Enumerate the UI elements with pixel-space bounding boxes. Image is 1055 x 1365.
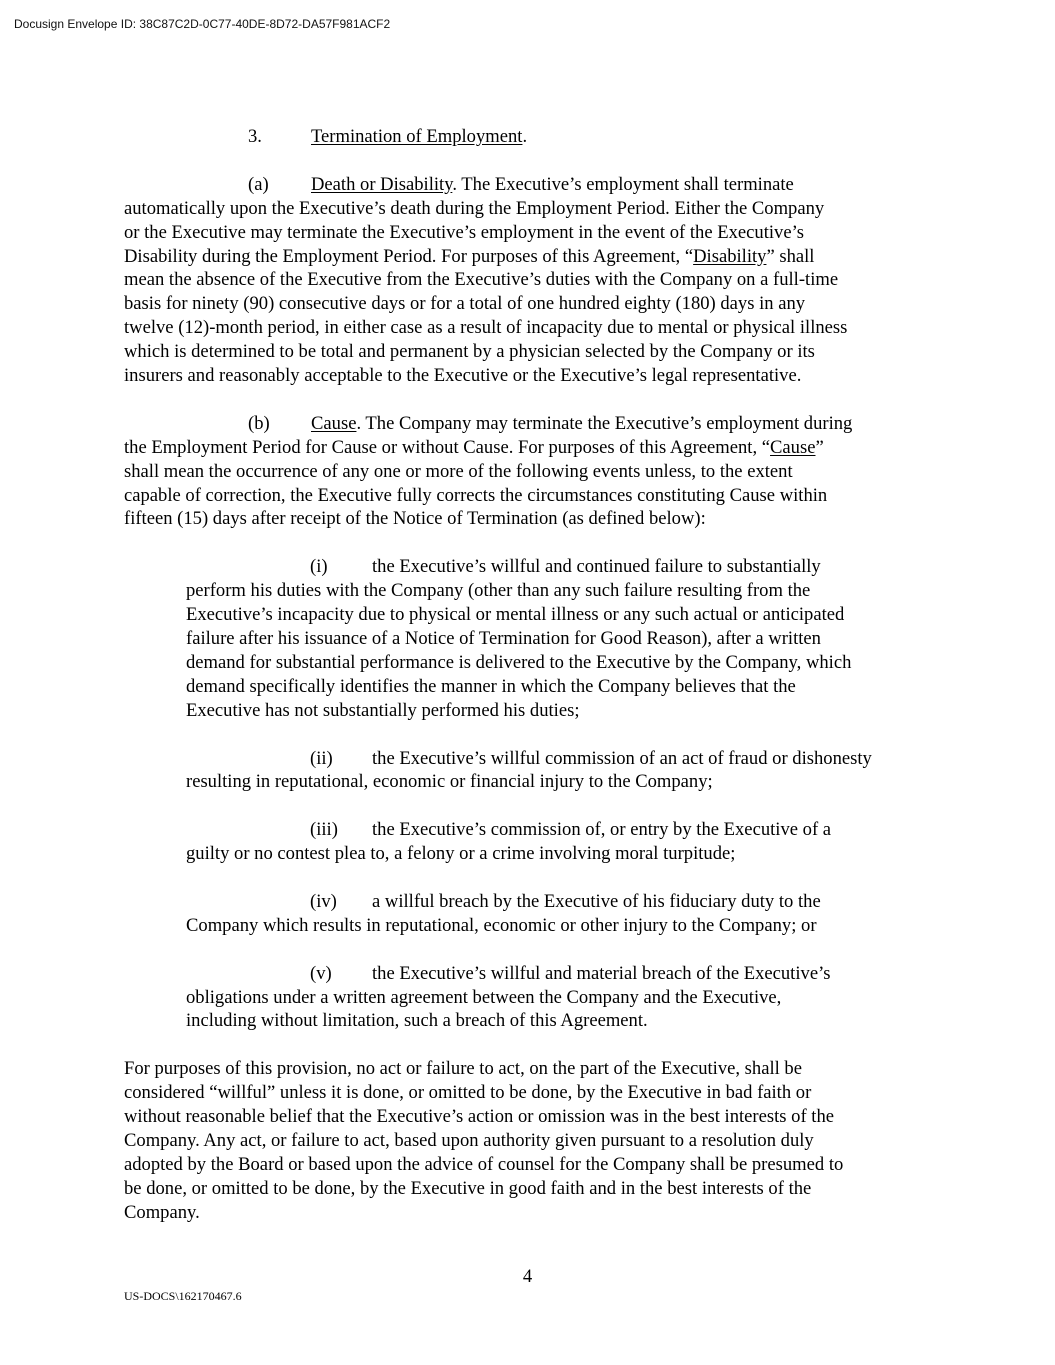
definition-intro: the Employment Period for Cause or without Cause. For purposes of this Agreement, “ xyxy=(124,436,771,458)
paragraph-b-heading: Cause xyxy=(311,412,357,434)
cause-item-line: obligations under a written agreement between the Company and the Executive, xyxy=(186,986,782,1008)
paragraph-b-label: (b) xyxy=(248,412,270,434)
cause-item-v xyxy=(186,962,934,1034)
section-heading xyxy=(124,125,934,149)
cause-item-label: (ii) xyxy=(310,747,333,769)
closing-line: considered “willful” unless it is done, or omitted to be done, by the Executive in bad faith or xyxy=(124,1082,812,1104)
cause-item-text: the Executive’s willful and material breach of the Executive’s xyxy=(372,962,831,984)
paragraph-b-line: shall mean the occurrence of any one or more of the following events unless, to the extent xyxy=(124,460,793,482)
defined-term-disability: Disability xyxy=(693,245,767,267)
section-title: Termination of Employment xyxy=(311,126,523,147)
cause-item-line: demand specifically identifies the manner in which the Company believes that the xyxy=(186,675,796,697)
paragraph-a-line: which is determined to be total and permanent by a physician selected by the Company or its xyxy=(124,341,815,363)
closing-line: adopted by the Board or based upon the advice of counsel for the Company shall be presumed to xyxy=(124,1153,844,1175)
paragraph-b-line1-text: . The Company may terminate the Executive’s employment during xyxy=(356,412,853,434)
cause-item-label: (iii) xyxy=(310,819,338,841)
definition-intro: Disability during the Employment Period. For purposes of this Agreement, “ xyxy=(124,245,694,267)
cause-item-first-line xyxy=(186,555,934,579)
cause-item-iii xyxy=(186,818,934,866)
paragraph-a-first-line xyxy=(124,173,934,197)
section-number: 3. xyxy=(248,126,262,147)
cause-item-line: perform his duties with the Company (other than any such failure resulting from the xyxy=(186,580,811,602)
paragraph-a-line: twelve (12)-month period, in either case as a result of incapacity due to mental or physical illness xyxy=(124,317,848,339)
cause-item-line: Executive’s incapacity due to physical or mental illness or any such actual or anticipated xyxy=(186,604,845,626)
paragraph-a-line: or the Executive may terminate the Executive’s employment in the event of the Executive’s xyxy=(124,221,804,243)
definition-tail: ” xyxy=(815,436,824,458)
cause-item-label: (i) xyxy=(310,556,328,578)
cause-item-line: Company which results in reputational, economic or other injury to the Company; or xyxy=(186,914,817,936)
cause-item-i xyxy=(186,555,934,722)
defined-term-cause: Cause xyxy=(770,436,816,458)
cause-item-line: demand for substantial performance is delivered to the Executive by the Company, which xyxy=(186,651,852,673)
paragraph-a-heading: Death or Disability xyxy=(311,173,453,195)
cause-item-first-line xyxy=(186,747,934,771)
closing-line: be done, or omitted to be done, by the Executive in good faith and in the best interests of the xyxy=(124,1177,812,1199)
page-number: 4 xyxy=(522,1266,533,1287)
cause-item-line: including without limitation, such a breach of this Agreement. xyxy=(186,1010,648,1032)
cause-item-text: the Executive’s willful and continued failure to substantially xyxy=(372,556,821,578)
cause-item-first-line xyxy=(186,890,934,914)
cause-item-text: the Executive’s willful commission of an act of fraud or dishonesty xyxy=(372,747,872,769)
paragraph-a-line: automatically upon the Executive’s death during the Employment Period. Either the Company xyxy=(124,197,825,219)
cause-item-iv xyxy=(186,890,934,938)
cause-item-text: the Executive’s commission of, or entry by the Executive of a xyxy=(372,819,832,841)
paragraph-b-first-line xyxy=(124,412,934,436)
closing-line: Company. Any act, or failure to act, based upon authority given pursuant to a resolution duly xyxy=(124,1129,814,1151)
cause-item-line: resulting in reputational, economic or financial injury to the Company; xyxy=(186,771,713,793)
paragraph-a-line1-text: . The Executive’s employment shall terminate xyxy=(452,173,794,195)
paragraph-b-definition-line xyxy=(124,436,934,460)
closing-line: Company. xyxy=(124,1201,200,1223)
cause-item-ii xyxy=(186,747,934,795)
definition-tail: ” shall xyxy=(766,245,815,267)
closing-line: For purposes of this provision, no act or failure to act, on the part of the Executive, shall be xyxy=(124,1058,802,1080)
section-title-period: . xyxy=(522,126,528,147)
paragraph-a-line: mean the absence of the Executive from the Executive’s duties with the Company on a full-time xyxy=(124,269,839,291)
paragraph-b-line: capable of correction, the Executive fully corrects the circumstances constituting Cause within xyxy=(124,484,828,506)
paragraph-a-line: insurers and reasonably acceptable to the Executive or the Executive’s legal representative. xyxy=(124,365,802,387)
cause-item-first-line xyxy=(186,818,934,842)
docusign-envelope-id: Docusign Envelope ID: 38C87C2D-0C77-40DE-8D72-DA57F981ACF2 xyxy=(14,17,391,31)
willful-definition-paragraph xyxy=(124,1057,934,1224)
document-body xyxy=(124,125,934,1225)
cause-item-line: failure after his issuance of a Notice of Termination for Good Reason), after a written xyxy=(186,627,821,649)
cause-item-label: (v) xyxy=(310,962,332,984)
paragraph-b xyxy=(124,412,934,532)
cause-item-first-line xyxy=(186,962,934,986)
cause-item-label: (iv) xyxy=(310,890,337,912)
paragraph-a-label: (a) xyxy=(248,173,269,195)
closing-line: without reasonable belief that the Executive’s action or omission was in the best interests of the xyxy=(124,1106,834,1128)
cause-item-line: Executive has not substantially performed his duties; xyxy=(186,699,580,721)
cause-item-text: a willful breach by the Executive of his fiduciary duty to the xyxy=(372,890,821,912)
paragraph-b-line: fifteen (15) days after receipt of the Notice of Termination (as defined below): xyxy=(124,508,706,530)
paragraph-a-line: basis for ninety (90) consecutive days or for a total of one hundred eighty (180) days in any xyxy=(124,293,806,315)
paragraph-a xyxy=(124,173,934,388)
document-id-footer: US-DOCS\162170467.6 xyxy=(124,1289,242,1303)
cause-item-line: guilty or no contest plea to, a felony or a crime involving moral turpitude; xyxy=(186,843,736,865)
paragraph-a-definition-line xyxy=(124,245,934,269)
